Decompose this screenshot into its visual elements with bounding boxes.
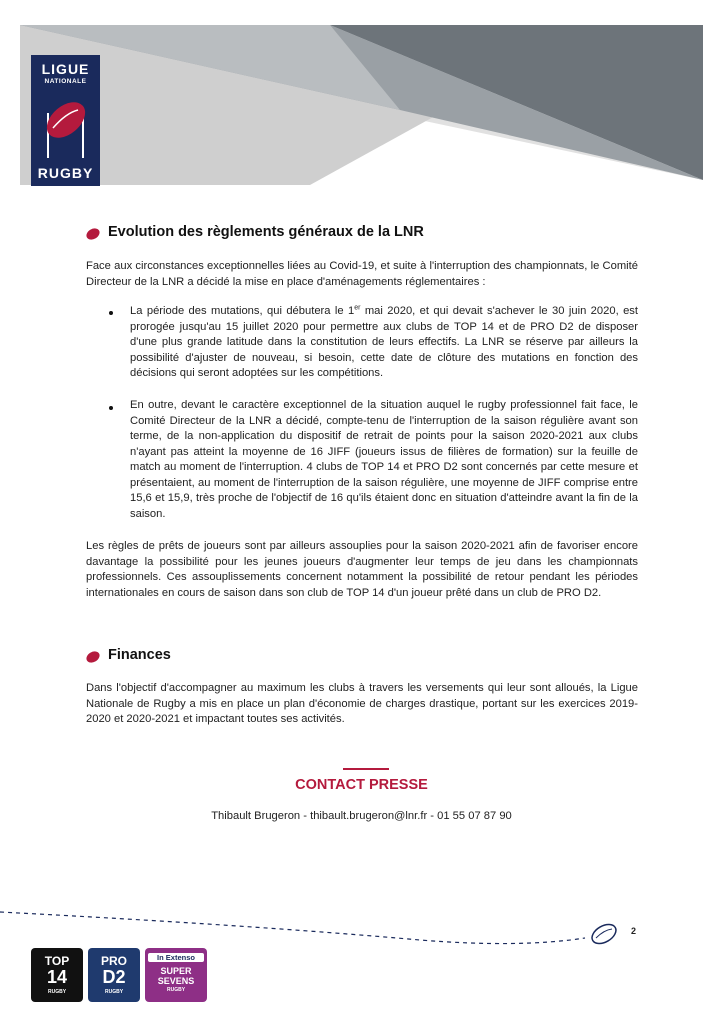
section-title-finances: Finances [108, 647, 171, 663]
section-title-reglements: Evolution des règlements généraux de la LNR [108, 224, 424, 240]
top14-line2: 14 [46, 967, 68, 987]
header-background [0, 0, 723, 200]
contact-divider [343, 768, 389, 770]
bullet-dot [109, 311, 113, 315]
top14-logo [31, 948, 83, 1002]
logo-nationale-text: NATIONALE [44, 78, 87, 85]
prod2-line2: D2 [102, 967, 126, 987]
rugby-ball-icon [38, 88, 93, 158]
superscript: er [354, 304, 361, 312]
super-sevens-line2: SUPER [160, 966, 192, 976]
prod2-logo [88, 948, 140, 1002]
top14-line1: TOP [44, 954, 70, 968]
super-sevens-logo [145, 948, 207, 1002]
page-number: 2 [631, 926, 637, 936]
finances-paragraph: Dans l'objectif d'accompagner au maximum les clubs à travers les versements qui leur sont alloués, la Ligue Nationale de Rugby a mis en place un plan d'économie de charges drastique, portant sur les exercices 2019-2020 et 2020-2021 et impactant toutes ses activités. [86, 682, 638, 725]
prod2-sub: RUGBY [104, 989, 124, 995]
contact-info: Thibault Brugeron - thibault.brugeron@lnr.fr - 01 55 07 87 90 [211, 810, 512, 822]
bullet-dot [109, 406, 113, 410]
super-sevens-sponsor: In Extenso [148, 953, 204, 962]
super-sevens-sub: RUGBY [166, 987, 186, 993]
logo-ligue-text: LIGUE [41, 61, 90, 77]
logo-rugby-text: RUGBY [37, 165, 94, 181]
contact-title: CONTACT PRESSE [295, 777, 428, 793]
loans-paragraph: Les règles de prêts de joueurs sont par ailleurs assouplies pour la saison 2020-2021 afin de favoriser encore davantage la possibilité pour les jeunes joueurs d'augmenter leur temps de jeu dans les championnats professionnels. Ces assouplissements concernent notamment la possibilité de retour pendant les périodes internationales en cours de saison dans son club de TOP 14 d'un joueur prêté dans un club de PRO D2. [86, 540, 638, 599]
lnr-logo [31, 55, 100, 186]
intro-paragraph: Face aux circonstances exceptionnelles liées au Covid-19, et suite à l'interruption des championnats, le Comité Directeur de la LNR a décidé la mise en place d'aménagements réglementaires : [86, 260, 638, 288]
list-item-jiff: En outre, devant le caractère exceptionnel de la situation auquel le rugby professionnel fait face, le Comité Directeur de la LNR a décidé, compte-tenu de l'interruption de la saison régulière avant son terme, de la non-application du dispositif de retrait de points pour la saison 2020-2021 aux clubs n'ayant pas atteint la moyenne de 16 JIFF (joueurs issus de filières de formation) sur la feuille de match au moment de l'interruption. 4 clubs de TOP 14 et PRO D2 sont concernés par cette mesure et présentaient, au moment de l'interruption de la saison régulière, une moyenne de JIFF comprise entre 15,6 et 15,9, très proche de l'objectif de 16 qu'ils étaient donc en situation d'atteindre avant la fin de la saison. [130, 399, 638, 520]
prod2-line1: PRO [100, 954, 127, 968]
section-marker-icon [84, 226, 101, 242]
super-sevens-line3: SEVENS [157, 976, 195, 986]
list-item-mutations [130, 304, 638, 382]
mutations-text-end: mai 2020, et qui devait s'achever le 30 juin 2020, est prorogée jusqu'au 15 juillet 2020 pour permettre aux clubs de TOP 14 et de PRO D2 de disposer d'une plus grande latitude dans la constitution de leurs effectifs. La LNR se réserve par ailleurs la possibilité d'ajuster de nouveau, si besoin, cette date de clôture des mutations en fonction des décisions qui seront adoptées sur les compétitions. [130, 305, 639, 379]
top14-sub: RUGBY [47, 989, 67, 995]
section-marker-icon [84, 649, 101, 665]
mutations-text-start: La période des mutations, qui débutera le 1 [130, 305, 355, 317]
